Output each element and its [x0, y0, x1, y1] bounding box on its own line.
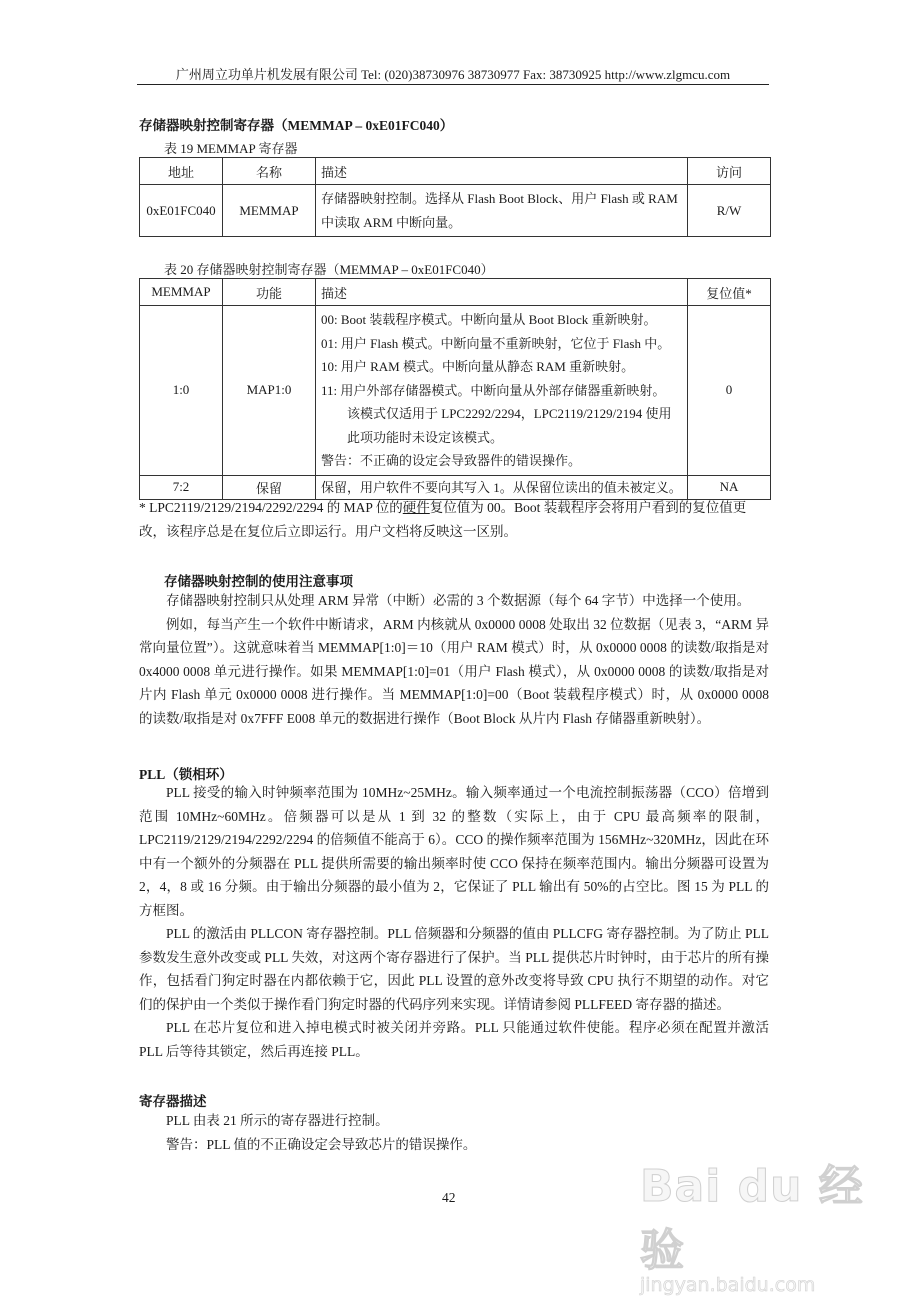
- section-title-register-desc: 寄存器描述: [139, 1094, 207, 1109]
- table-cell-desc: [316, 306, 688, 476]
- baidu-jingyan-watermark: [640, 1150, 904, 1296]
- table-footnote: [139, 496, 771, 543]
- desc-warning: 警告：不正确的设定会导致器件的错误操作。: [321, 453, 582, 468]
- table-cell-reset: 0: [688, 306, 771, 476]
- table-cell-desc: [316, 185, 688, 237]
- table-header-cell: 名称: [223, 158, 316, 185]
- paragraph: 例如，每当产生一个软件中断请求，ARM 内核就从 0x0000 0008 处取出 32 位数据（见表 3，“ARM 异常向量位置”）。这就意味着当 MEMMAP[1:0]＝10（用户 RAM 模式）时，从 0x0000 0008 的读数/取指是对 0x4000 0008 单元进行操作。如果 MEMMAP[1:0]=01（用户 Flash 模式），从 0x0000 0008 的读数/取指是对片内 Flash 单元 0x0000 0008 进行操作。当 MEMMAP[1:0]=00（Boot 装载程序模式）时，从 0x0000 0008 的读数/取指是对 0x7FFF E008 单元的数据进行操作（Boot Block 从片内 Flash 存储器重新映射）。: [139, 616, 769, 726]
- section-title-usage-notes: 存储器映射控制的使用注意事项: [164, 574, 353, 589]
- desc-line: 该模式仅适用于 LPC2292/2294，LPC2119/2129/2194 使用: [347, 406, 672, 421]
- section-title-pll: PLL（锁相环）: [139, 767, 233, 782]
- paragraph: 警告：PLL 值的不正确设定会导致芯片的错误操作。: [166, 1136, 477, 1152]
- desc-line: 存储器映射控制。选择从 Flash Boot Block、用户 Flash 或 RAM: [321, 191, 678, 206]
- paragraph: PLL 由表 21 所示的寄存器进行控制。: [166, 1113, 389, 1128]
- table20-caption: 表 20 存储器映射控制寄存器（MEMMAP – 0xE01FC040）: [164, 262, 494, 277]
- paragraph: 存储器映射控制只从处理 ARM 异常（中断）必需的 3 个数据源（每个 64 字节）中选择一个使用。: [166, 593, 751, 608]
- table-header-cell: 地址: [140, 158, 223, 185]
- desc-line: 11: 用户外部存储器模式。中断向量从外部存储器重新映射。: [321, 382, 666, 398]
- desc-line: 中读取 ARM 中断向量。: [321, 214, 462, 230]
- footnote-underlined: 硬件: [402, 500, 430, 515]
- table-header-row: [140, 279, 771, 306]
- table-cell-reset: NA: [688, 475, 771, 499]
- page-number: 42: [442, 1190, 456, 1205]
- paragraph: PLL 在芯片复位和进入掉电模式时被关闭并旁路。PLL 只能通过软件使能。程序必须在配置并激活 PLL 后等待其锁定，然后再连接 PLL。: [139, 1020, 769, 1059]
- desc-line: 01: 用户 Flash 模式。中断向量不重新映射，它位于 Flash 中。: [321, 335, 671, 351]
- table-header-cell: 描述: [316, 158, 688, 185]
- watermark-logo: Bai du 经验: [640, 1161, 864, 1276]
- desc-line: 00: Boot 装载程序模式。中断向量从 Boot Block 重新映射。: [321, 312, 657, 327]
- table-cell-address: 0xE01FC040: [140, 185, 223, 237]
- table-cell-name: MEMMAP: [223, 185, 316, 237]
- paragraph: PLL 接受的输入时钟频率范围为 10MHz~25MHz。输入频率通过一个电流控制振荡器（CCO）倍增到范围 10MHz~60MHz。倍频器可以是从 1 到 32 的整数（实际上，由于 CPU 最高频率的限制，LPC2119/2129/2194/2292/2294 的倍频值不能高于 6）。CCO 的操作频率范围为 156MHz~320MHz，因此在环中有一个额外的分频器在 PLL 提供所需要的输出频率时使 CCO 保持在频率范围内。输出分频器可设置为 2，4，8 或 16 分频。由于输出分频器的最小值为 2，它保证了 PLL 输出有 50%的占空比。图 15 为 PLL 的方框图。: [139, 785, 769, 918]
- table-cell-function: MAP1:0: [223, 306, 316, 476]
- desc-line: 此项功能时未设定该模式。: [347, 429, 504, 445]
- footnote-text: * LPC2119/2129/2194/2292/2294 的 MAP 位的: [139, 500, 403, 515]
- table-cell-bits: 7:2: [140, 475, 223, 499]
- table20: [139, 278, 771, 500]
- table-header-cell: 功能: [223, 279, 316, 306]
- table-cell-bits: 1:0: [140, 306, 223, 476]
- table-row: [140, 306, 771, 476]
- table-cell-access: R/W: [688, 185, 771, 237]
- watermark-url: jingyan.baidu.com: [640, 1274, 816, 1296]
- register-desc-body: [139, 1109, 769, 1156]
- desc-line: 保留，用户软件不要向其写入 1。从保留位读出的值未被定义。: [321, 479, 682, 495]
- table19-caption: 表 19 MEMMAP 寄存器: [164, 141, 298, 156]
- footnote-text: 复位值为 00。Boot 装载程序会将用户看到的复位值更改，该程序总是在复位后立即运行。用户文档将反映这一区别。: [139, 500, 747, 539]
- paragraph: PLL 的激活由 PLLCON 寄存器控制。PLL 倍频器和分频器的值由 PLLCFG 寄存器控制。为了防止 PLL 参数发生意外改变或 PLL 失效，对这两个寄存器进行了保护。当 PLL 提供芯片时钟时，由于芯片的所有操作，包括看门狗定时器在内都依赖于它，因此 PLL 设置的意外改变将导致 CPU 执行不期望的动作。对它们的保护由一个类似于操作看门狗定时器的代码序列来实现。详情请参阅 PLLFEED 寄存器的描述。: [139, 926, 769, 1012]
- table19: [139, 157, 771, 237]
- table-cell-function: 保留: [223, 475, 316, 499]
- table-header-cell: 访问: [688, 158, 771, 185]
- table-header-cell: 复位值*: [688, 279, 771, 306]
- pll-body: [139, 781, 769, 1063]
- header-rule: [137, 84, 769, 85]
- table-header-cell: 描述: [316, 279, 688, 306]
- desc-line: 10: 用户 RAM 模式。中断向量从静态 RAM 重新映射。: [321, 359, 635, 374]
- table-header-row: [140, 158, 771, 185]
- table-header-cell: MEMMAP: [140, 279, 223, 306]
- table-row: [140, 185, 771, 237]
- page-header: 广州周立功单片机发展有限公司 Tel: (020)38730976 38730977 Fax: 38730925 http://www.zlgmcu.com: [175, 67, 731, 82]
- section-title-memmap: 存储器映射控制寄存器（MEMMAP – 0xE01FC040）: [139, 118, 454, 133]
- usage-notes-body: [139, 589, 769, 730]
